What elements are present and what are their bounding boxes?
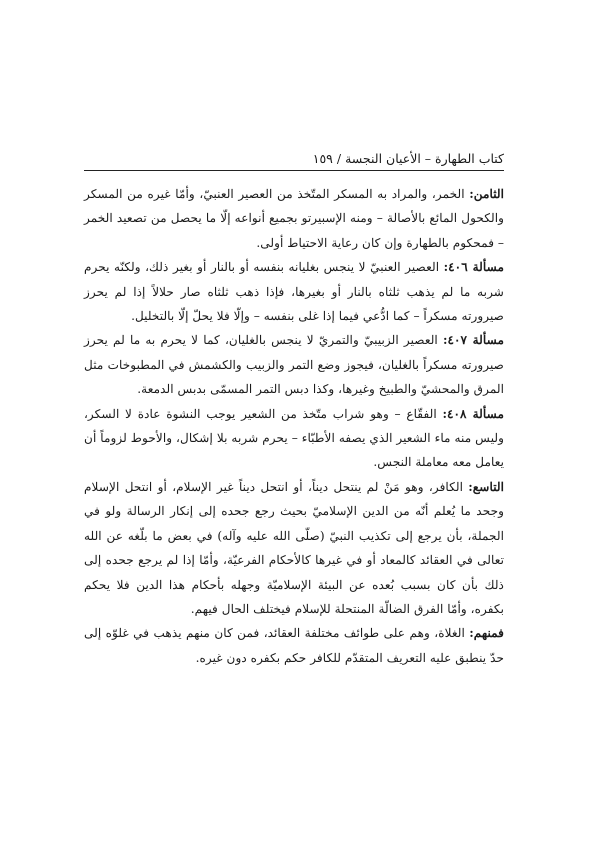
paragraph-text: الفقّاع – وهو شراب متّخذ من الشعير يوجب النشوة عادة لا السكر، وليس منه ماء الشعير الذي يصفه الأطبّاء – يحرم شربه بلا إشكال، والأحوط لزوماً أن يعامل معه معاملة النجس. [84,406,504,470]
paragraph-text: الخمر، والمراد به المسكر المتّخذ من العصير العنبيّ، وأمّا غيره من المسكر والكحول المائع بالأصالة – ومنه الإسبيرتو بجميع أنواعه إلّا ما يحصل من تصعيد الخمر – فمحكوم بالطهارة وإن كان رعاية الاحتياط أولى. [84,187,504,250]
paragraph-text: العصير العنبيّ لا ينجس بغليانه بنفسه أو بالنار أو بغير ذلك، ولكنّه يحرم شربه ما لم يذهب ثلثاه بالنار أو بغيرها، فإذا ذهب ثلثاه صار حلالاً إذا لم يحرز صيرورته مسكراً – كما ادُّعي فيما إذا غلى بنفسه – وإلّا فلا يحلّ إلّا بالتخليل. [84,260,504,324]
paragraph-eighth-impurity [84,182,504,255]
paragraph-issue-408 [84,402,504,475]
paragraph-lead: مسألة ٤٠٨: [442,406,505,421]
paragraph-text: الكافر، وهو مَنْ لم ينتحل ديناً، أو انتحل ديناً غير الإسلام، أو انتحل الإسلام وجحد ما يُعلم أنّه من الدين الإسلاميّ بحيث رجع جحده إلى إنكار الرسالة ولو في الجملة، بأن يرجع إلى تكذيب النبيّ (صلّى الله عليه وآله) في بعض ما بلّغه عن الله تعالى في العقائد كالمعاد أو في غيرها كالأحكام الفرعيّة، وأمّا إذا لم يرجع جحده إلى ذلك بأن كان بسبب بُعده عن البيئة الإسلاميّة وجهله بأحكام هذا الدين فلا يحكم بكفره، وأمّا الفرق الضالّة المنتحلة للإسلام فيختلف الحال فيهم. [84,479,504,616]
paragraph-issue-407 [84,328,504,401]
paragraph-ninth-impurity [84,475,504,621]
paragraph-lead: مسألة ٤٠٦: [443,260,504,275]
paragraph-text: الغلاة، وهم على طوائف مختلفة العقائد، فمن كان منهم يذهب في غلوّه إلى حدّ ينطبق عليه التعريف المتقدّم للكافر حكم بكفره دون غيره. [84,626,504,665]
paragraph-among-them [84,621,504,670]
body-text [84,182,504,670]
paragraph-text: العصير الزبيبيّ والتمريّ لا ينجس بالغليان، كما لا يحرم به ما لم يحرز صيرورته مسكراً بالغليان، فيجوز وضع التمر والزبيب والكشمش في المطبوخات مثل المرق والمحشيّ والطبيخ وغيرها، وكذا دبس التمر المسمّى بدبس الدمعة. [84,333,504,397]
paragraph-lead: التاسع: [468,479,504,494]
paragraph-lead: الثامن: [469,187,504,201]
running-header: كتاب الطهارة – الأعيان النجسة / ١٥٩ [84,150,504,171]
paragraph-lead: مسألة ٤٠٧: [442,333,504,348]
paragraph-lead: فمنهم: [469,626,504,641]
paragraph-issue-406 [84,255,504,328]
book-page [84,0,504,843]
